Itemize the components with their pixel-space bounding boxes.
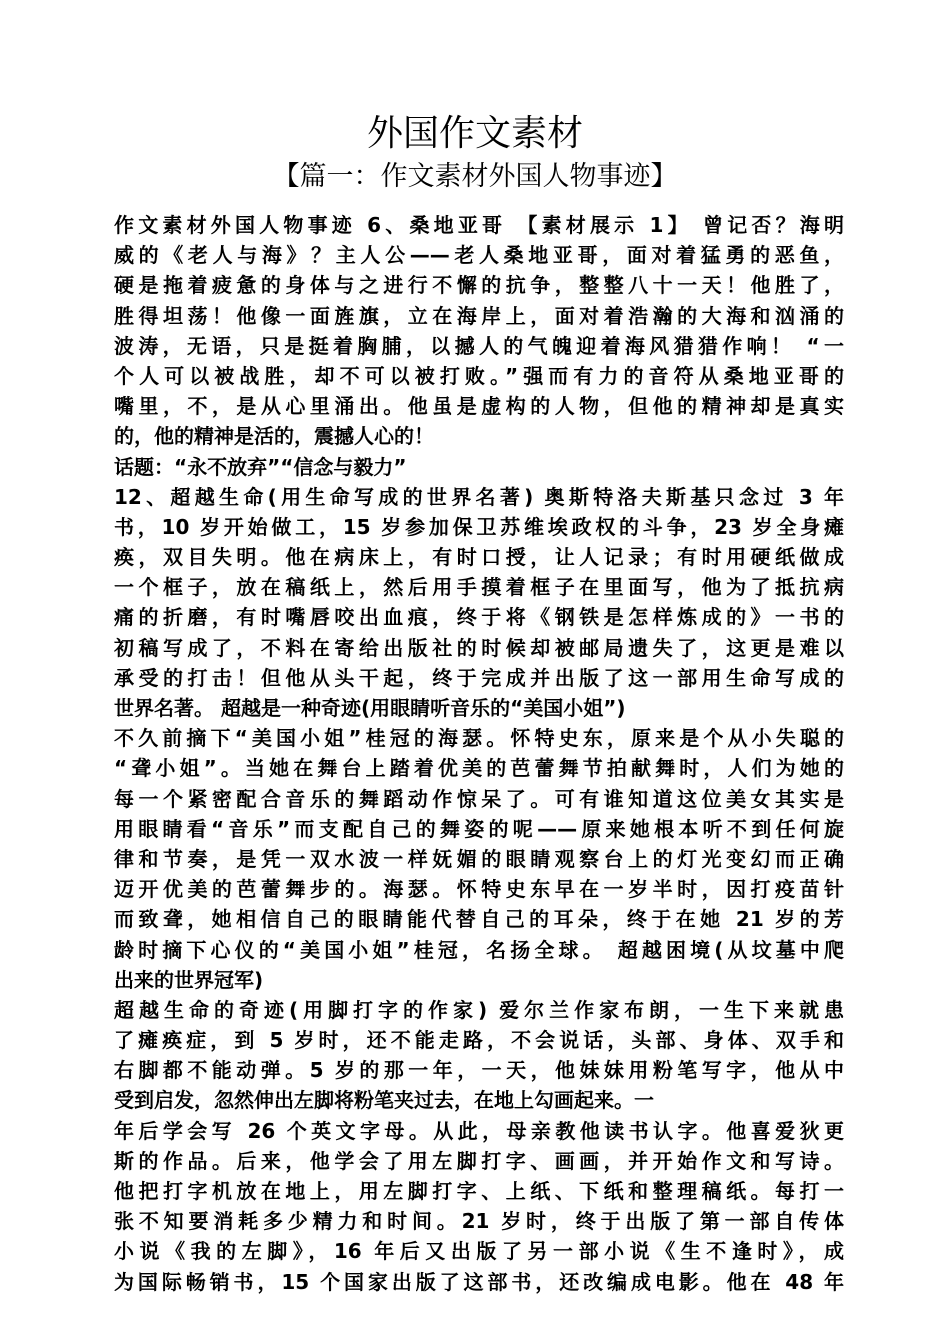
body-line: 不久前摘下“美国小姐”桂冠的海瑟。怀特史东，原来是个从小失聪的 bbox=[114, 726, 844, 751]
body-line: 为国际畅销书，15 个国家出版了这部书，还改编成电影。他在 48 年 bbox=[114, 1269, 844, 1294]
body-text bbox=[114, 210, 844, 1297]
body-line: 小说《我的左脚》，16 年后又出版了另一部小说《生不逢时》，成 bbox=[114, 1239, 844, 1264]
body-line: 初稿写成了，不料在寄给出版社的时候却被邮局遗失了，这更是难以 bbox=[114, 635, 844, 660]
body-line: 龄时摘下心仪的“美国小姐”桂冠，名扬全球。 超越困境(从坟墓中爬 bbox=[114, 937, 844, 962]
body-line: 一个框子，放在稿纸上，然后用手摸着框子在里面写，他为了抵抗病 bbox=[114, 575, 844, 600]
body-line: 他把打字机放在地上，用左脚打字、上纸、下纸和整理稿纸。每打一 bbox=[114, 1179, 844, 1203]
body-line: 右脚都不能动弹。5 岁的那一年，一天，他妹妹用粉笔写字，他从中 bbox=[114, 1058, 844, 1083]
document-subtitle: 【篇一：作文素材外国人物事迹】 bbox=[272, 161, 678, 192]
body-line: 个人可以被战胜，却不可以被打败。”强而有力的音符从桑地亚哥的 bbox=[114, 363, 844, 388]
body-line: 嘴里，不，是从心里涌出。他虽是虚构的人物，但他的精神却是真实 bbox=[114, 394, 844, 419]
body-line: 话题：“永不放弃”“信念与毅力” bbox=[114, 454, 407, 479]
body-line: 威的《老人与海》？主人公——老人桑地亚哥，面对着猛勇的恶鱼， bbox=[114, 243, 844, 268]
body-line: 胜得坦荡！他像一面旌旗，立在海岸上，面对着浩瀚的大海和汹涌的 bbox=[114, 303, 844, 328]
body-line: 斯的作品。后来，他学会了用左脚打字、画画，并开始作文和写诗。 bbox=[114, 1148, 844, 1173]
body-line: 受到启发，忽然伸出左脚将粉笔夹过去，在地上勾画起来。一 bbox=[114, 1088, 654, 1113]
body-line: 痛的折磨，有时嘴唇咬出血痕，终于将《钢铁是怎样炼成的》一书的 bbox=[114, 605, 844, 630]
body-line: 波涛，无语，只是挺着胸脯，以撼人的气魄迎着海风猎猎作响！ “一 bbox=[114, 333, 844, 358]
document-title: 外国作文素材 bbox=[366, 113, 583, 154]
body-line: 而致聋，她相信自己的眼睛能代替自己的耳朵，终于在她 21 岁的芳 bbox=[114, 907, 844, 932]
body-line: 超越生命的奇迹(用脚打字的作家) 爱尔兰作家布朗，一生下来就患 bbox=[114, 997, 844, 1022]
body-line: 12、超越生命(用生命写成的世界名著) 奥斯特洛夫斯基只念过 3 年 bbox=[114, 484, 844, 509]
body-line: 的，他的精神是活的，震撼人心的！ bbox=[114, 424, 434, 449]
body-line: “聋小姐”。当她在舞台上踏着优美的芭蕾舞节拍献舞时，人们为她的 bbox=[114, 756, 844, 781]
body-line: 张不知要消耗多少精力和时间。21 岁时，终于出版了第一部自传体 bbox=[114, 1209, 844, 1234]
body-line: 迈开优美的芭蕾舞步的。海瑟。怀特史东早在一岁半时，因打疫苗针 bbox=[114, 877, 844, 902]
body-line: 每一个紧密配合音乐的舞蹈动作惊呆了。可有谁知道这位美女其实是 bbox=[114, 786, 844, 811]
body-line: 出来的世界冠军) bbox=[114, 967, 264, 992]
body-line: 律和节奏，是凭一双水波一样妩媚的眼睛观察台上的灯光变幻而正确 bbox=[114, 846, 844, 871]
body-line: 书，10 岁开始做工，15 岁参加保卫苏维埃政权的斗争，23 岁全身瘫 bbox=[114, 514, 844, 539]
body-line: 年后学会写 26 个英文字母。从此，母亲教他读书认字。他喜爱狄更 bbox=[114, 1118, 844, 1143]
body-line: 作文素材外国人物事迹 6、桑地亚哥 【素材展示 1】 曾记否？海明 bbox=[114, 213, 844, 237]
body-line: 痪，双目失明。他在病床上，有时口授，让人记录；有时用硬纸做成 bbox=[114, 545, 844, 570]
body-line: 了瘫痪症，到 5 岁时，还不能走路，不会说话，头部、身体、双手和 bbox=[114, 1028, 844, 1053]
body-line: 世界名著。 超越是一种奇迹(用眼睛听音乐的“美国小姐”) bbox=[114, 696, 626, 720]
body-line: 硬是拖着疲惫的身体与之进行不懈的抗争，整整八十一天！他胜了， bbox=[114, 273, 844, 298]
body-line: 用眼睛看“音乐”而支配自己的舞姿的呢——原来她根本听不到任何旋 bbox=[114, 816, 844, 841]
body-line: 承受的打击！但他从头干起，终于完成并出版了这一部用生命写成的 bbox=[114, 665, 844, 690]
